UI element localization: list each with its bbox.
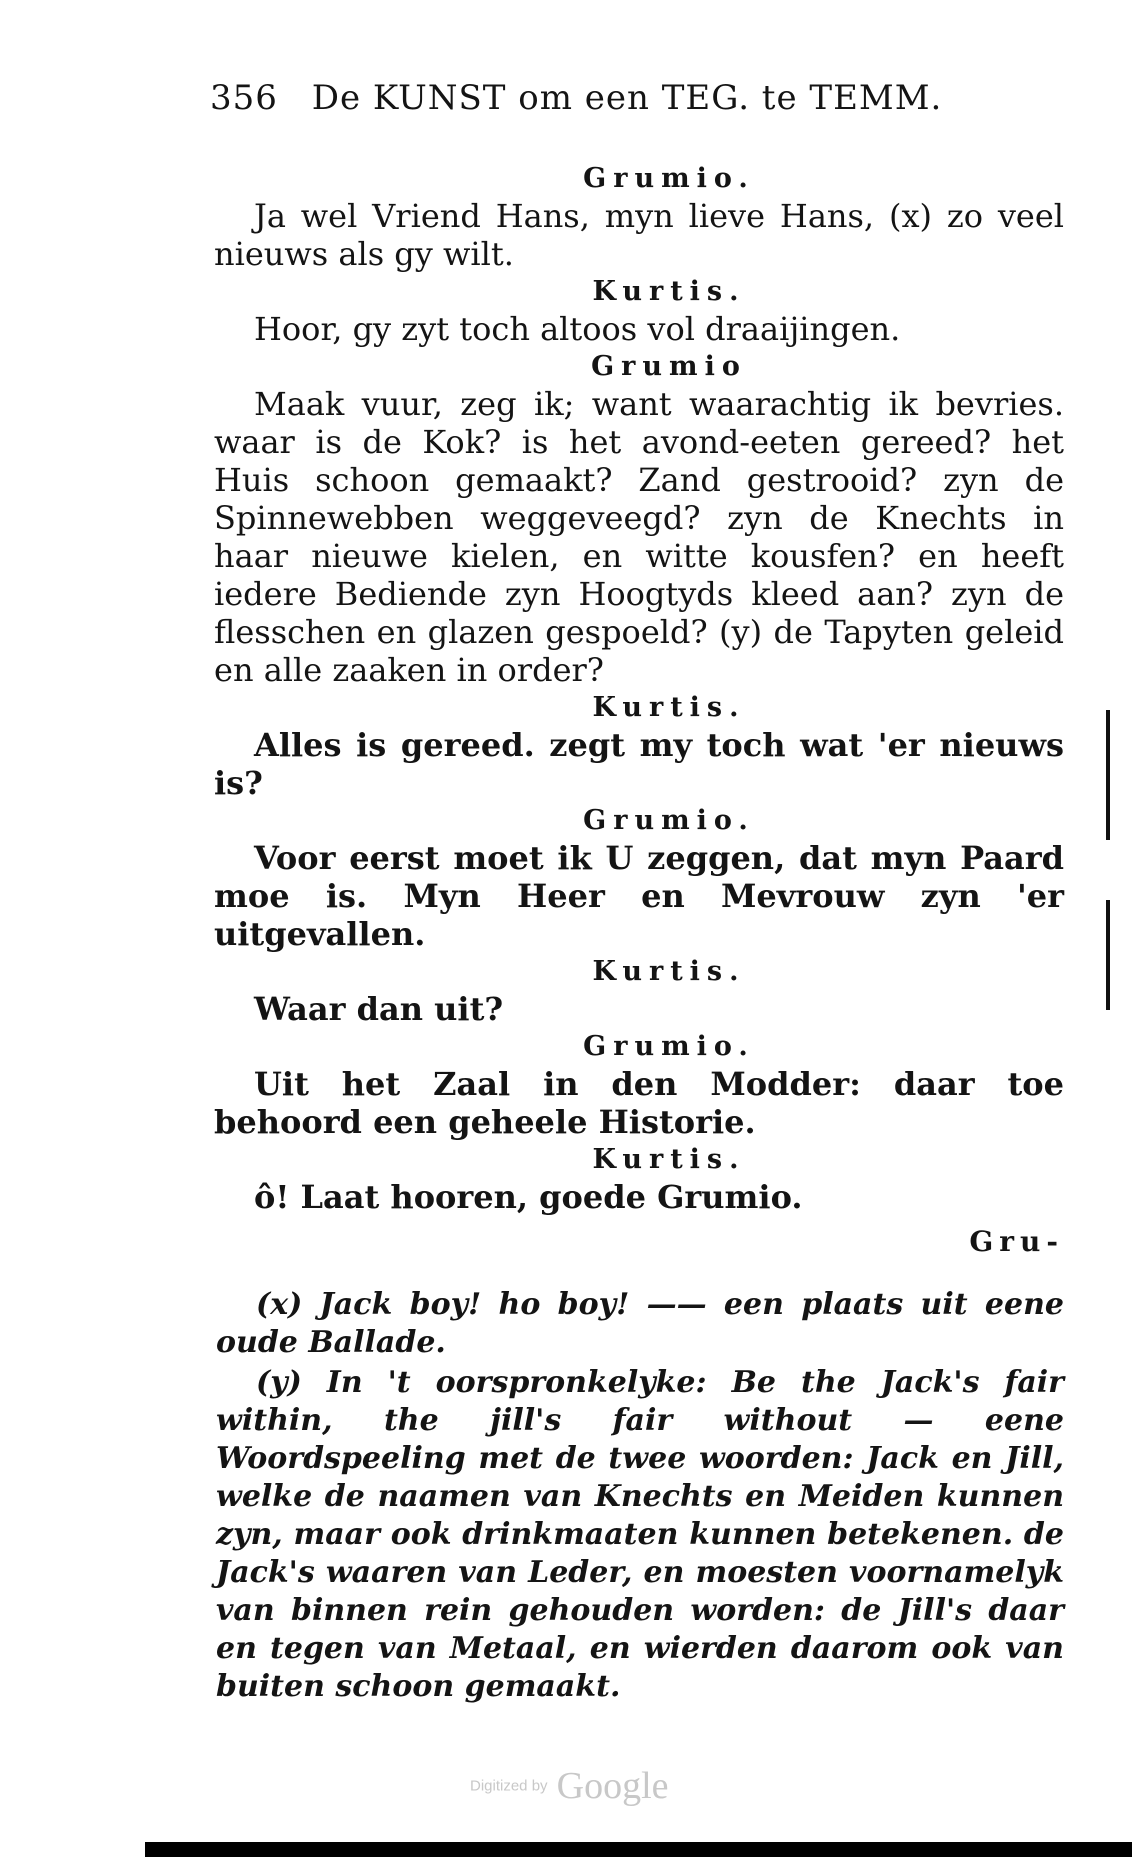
footnote-x: (x) Jack boy! ho boy! —— een plaats uit eene oude Ballade.: [216, 1287, 1064, 1360]
speech-text: Maak vuur, zeg ik; want waarachtig ik bevries. waar is de Kok? is het avond-eeten gereed? het Huis schoon gemaakt? Zand gestrooid? zyn de Spinnewebben weggeveegd? zyn de Knechts in haar nieuwe kielen, en witte kousfen? en heeft iedere Bediende zyn Hoogtyds kleed aan? zyn de flesschen en glazen gespoeld? (y) de Tapyten geleid en alle zaaken in order?: [214, 385, 1064, 689]
speaker-name: Kurtis.: [592, 276, 746, 307]
margin-rule: [1106, 900, 1110, 1010]
speech-text: Uit het Zaal in den Modder: daar toe behoord een geheele Historie.: [214, 1065, 1064, 1141]
speaker-name: Kurtis.: [592, 692, 746, 723]
speaker-name: Grumio: [591, 351, 747, 382]
speech-text: Waar dan uit?: [254, 990, 504, 1028]
speech-text: Alles is gereed. zegt my toch wat 'er nieuws is?: [214, 726, 1064, 802]
watermark-brand: Google: [556, 1765, 669, 1807]
speech-text: ô! Laat hooren, goede Grumio.: [254, 1178, 803, 1216]
catchword: Gru-: [969, 1225, 1064, 1258]
scan-edge: [145, 1842, 1132, 1857]
margin-rule: [1106, 710, 1110, 840]
speech-block: [214, 802, 1064, 953]
speech-block: [214, 348, 1064, 689]
running-title: De KUNST om een TEG. te TEMM.: [311, 78, 943, 118]
speaker-name: Grumio.: [583, 805, 755, 836]
speaker-name: Grumio.: [583, 163, 755, 194]
watermark-prefix: Digitized by: [470, 1777, 548, 1795]
speech-text: Voor eerst moet ik U zeggen, dat myn Paard moe is. Myn Heer en Mevrouw zyn 'er uitgevallen.: [214, 839, 1064, 953]
speech-block: [214, 1028, 1064, 1141]
page-number: 356: [210, 78, 278, 118]
footnotes: [216, 1286, 1064, 1708]
speech-block: [214, 1141, 1064, 1216]
digitization-watermark: [470, 1764, 730, 1808]
dialogue-body: [214, 160, 1064, 1260]
speech-text: Hoor, gy zyt toch altoos vol draaijingen.: [254, 310, 901, 348]
speech-block: [214, 273, 1064, 348]
footnote-y: (y) In 't oorspronkelyke: Be the Jack's fair within, the jill's fair without — eene Woordspeeling met de twee woorden: Jack en Jill, welke de naamen van Knechts en Meiden kunnen zyn, maar ook drinkmaaten kunnen betekenen. de Jack's waaren van Leder, en moesten voornamelyk van binnen rein gehouden worden: de Jill's daar en tegen van Metaal, en wierden daarom ook van buiten schoon gemaakt.: [216, 1365, 1064, 1704]
speech-block: [214, 953, 1064, 1028]
speech-block: [214, 689, 1064, 802]
speaker-name: Kurtis.: [592, 1144, 746, 1175]
speech-block: [214, 160, 1064, 273]
running-header: [210, 78, 1010, 118]
speaker-name: Kurtis.: [592, 956, 746, 987]
speech-text: Ja wel Vriend Hans, myn lieve Hans, (x) zo veel nieuws als gy wilt.: [214, 197, 1064, 273]
speaker-name: Grumio.: [583, 1031, 755, 1062]
